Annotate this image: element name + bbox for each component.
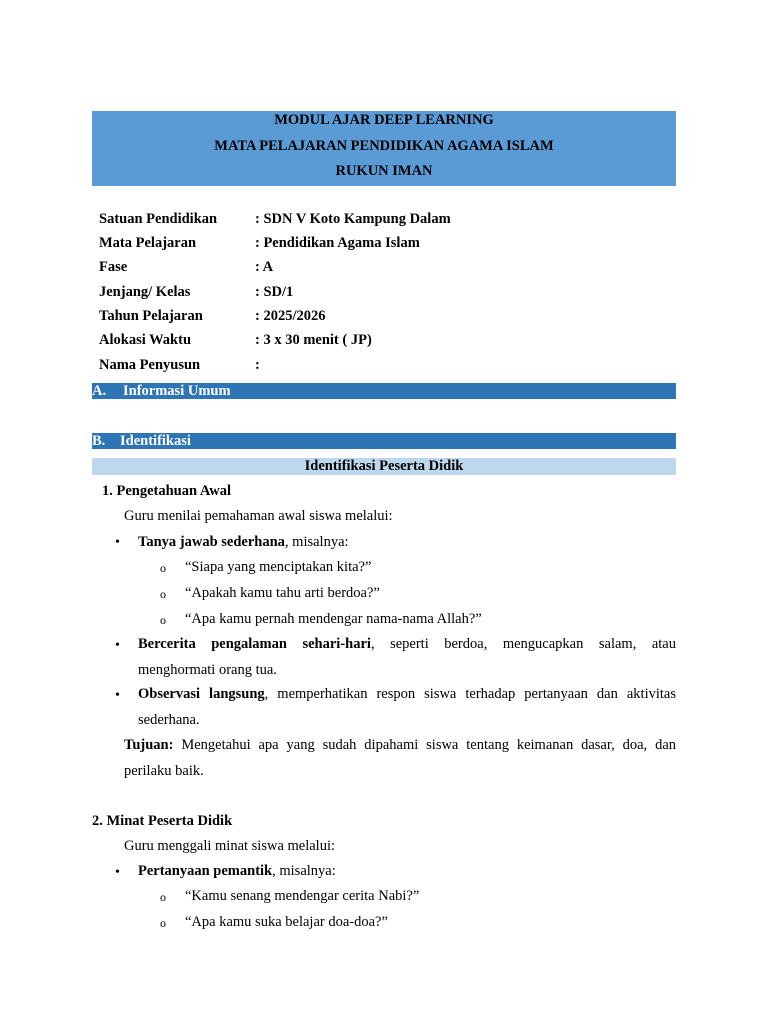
tujuan-continuation: perilaku baik.: [124, 763, 204, 779]
paragraph: Guru menggali minat siswa melalui:: [124, 838, 336, 854]
list-item: [138, 863, 336, 880]
circle-bullet-icon: o: [160, 613, 166, 627]
info-value: : A: [255, 259, 274, 275]
list-item: [138, 636, 676, 653]
title-line-1: MODUL AJAR DEEP LEARNING: [274, 112, 494, 128]
bullet-icon: •: [115, 688, 120, 703]
circle-bullet-icon: o: [160, 587, 166, 601]
bold-term: Tanya jawab sederhana: [138, 534, 285, 550]
info-value: :: [255, 357, 260, 373]
bold-term: Observasi langsung: [138, 686, 265, 702]
circle-bullet-icon: o: [160, 916, 166, 930]
info-label: Nama Penyusun: [99, 357, 201, 373]
info-value: : SD/1: [255, 284, 294, 300]
list-item: [138, 534, 349, 551]
section-b-header: [92, 433, 676, 449]
info-value: : Pendidikan Agama Islam: [255, 235, 420, 251]
title-line-3: RUKUN IMAN: [335, 163, 433, 179]
info-label: Tahun Pelajaran: [99, 308, 203, 324]
section-a-header: [92, 383, 676, 399]
paragraph: Guru menilai pemahaman awal siswa melalui:: [124, 508, 393, 524]
info-value: : 3 x 30 menit ( JP): [255, 332, 372, 348]
circle-bullet-icon: o: [160, 890, 166, 904]
title-line-2: MATA PELAJARAN PENDIDIKAN AGAMA ISLAM: [214, 137, 554, 154]
section-letter: B.: [92, 433, 106, 449]
info-label: Satuan Pendidikan: [99, 211, 218, 227]
info-label: Alokasi Waktu: [99, 332, 192, 348]
section-title: Informasi Umum: [123, 383, 231, 399]
list-item: “Siapa yang menciptakan kita?”: [185, 559, 372, 575]
bold-term: Tujuan:: [124, 737, 174, 753]
item-text: , seperti berdoa, mengucapkan salam, atau: [370, 636, 676, 652]
list-item: [138, 686, 676, 703]
module-title-box: [92, 111, 676, 186]
item-text: , misalnya:: [284, 534, 349, 550]
circle-bullet-icon: o: [160, 561, 166, 575]
info-label: Mata Pelajaran: [99, 235, 197, 251]
subsection-header: Identifikasi Peserta Didik: [92, 458, 676, 475]
bullet-icon: •: [115, 535, 120, 550]
item-text: , memperhatikan respon siswa terhadap pertanyaan dan aktivitas: [264, 686, 676, 702]
heading-minat: 2. Minat Peserta Didik: [92, 813, 233, 829]
section-title: Identifikasi: [120, 433, 191, 449]
bold-term: Pertanyaan pemantik: [138, 863, 273, 879]
list-item-continuation: sederhana.: [138, 712, 200, 728]
list-item-continuation: menghormati orang tua.: [138, 662, 277, 678]
bold-term: Bercerita pengalaman sehari-hari: [138, 636, 371, 652]
item-text: , misalnya:: [272, 863, 336, 879]
item-text: Mengetahui apa yang sudah dipahami siswa tentang keimanan dasar, doa, dan: [173, 737, 676, 753]
info-value: : SDN V Koto Kampung Dalam: [255, 211, 451, 227]
bullet-icon: •: [115, 638, 120, 653]
info-label: Fase: [99, 259, 128, 275]
list-item: “Kamu senang mendengar cerita Nabi?”: [185, 888, 420, 904]
list-item: “Apa kamu suka belajar doa-doa?”: [185, 914, 388, 930]
tujuan-paragraph: [124, 737, 676, 754]
info-label: Jenjang/ Kelas: [99, 284, 191, 300]
heading-pengetahuan: 1. Pengetahuan Awal: [102, 483, 232, 499]
list-item: “Apakah kamu tahu arti berdoa?”: [185, 585, 380, 601]
info-value: : 2025/2026: [255, 308, 326, 324]
list-item: “Apa kamu pernah mendengar nama-nama Allah?”: [185, 611, 482, 627]
bullet-icon: •: [115, 865, 120, 880]
section-letter: A.: [92, 383, 107, 399]
